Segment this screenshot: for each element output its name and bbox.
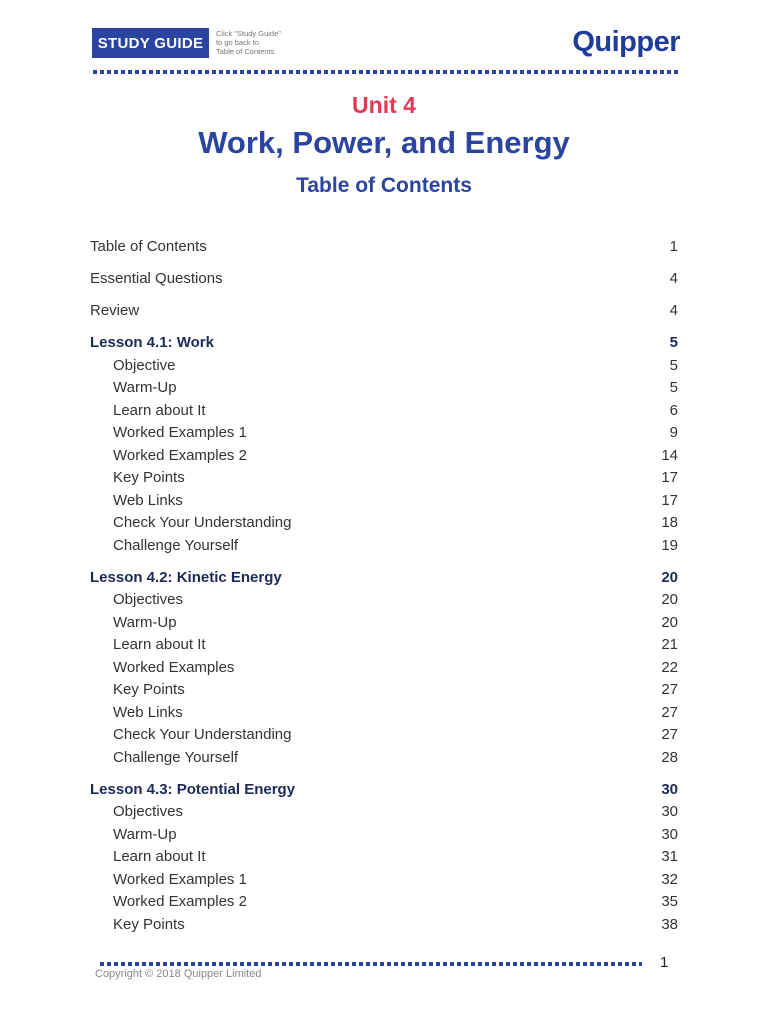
toc-subentry[interactable]: [90, 512, 678, 535]
toc-entry-page: 4: [669, 302, 678, 319]
toc-entry-label: Warm-Up: [113, 379, 177, 396]
toc-entry-label: Check Your Understanding: [113, 726, 292, 743]
footer-dotted-divider: [100, 962, 642, 966]
toc-subentry[interactable]: [90, 634, 678, 657]
toc-lesson-heading[interactable]: [90, 332, 678, 355]
toc-entry-page: 6: [669, 401, 678, 419]
header-dotted-divider: [93, 70, 679, 74]
toc-entry-page: 32: [661, 870, 678, 888]
toc-entry-label: Table of Contents: [90, 238, 207, 255]
toc-subentry[interactable]: [90, 846, 678, 869]
toc-subentry[interactable]: [90, 747, 678, 770]
note-line: Click "Study Guide": [216, 29, 281, 38]
toc-entry-label: Learn about It: [113, 401, 206, 419]
toc-subentry[interactable]: [90, 535, 678, 558]
toc-entry-label: Lesson 4.3: Potential Energy: [90, 780, 296, 798]
toc-entry-label: Lesson 4.2: Kinetic Energy: [90, 568, 282, 586]
toc-entry-label: Key Points: [113, 681, 185, 698]
toc-entry-page: 30: [661, 780, 678, 798]
toc-entry-page: 5: [669, 356, 678, 374]
toc-entry-page: 35: [661, 893, 678, 910]
toc-entry-label: Warm-Up: [113, 825, 177, 843]
toc-entry-label: Review: [90, 302, 140, 319]
toc-entry-label: Lesson 4.1: Work: [90, 334, 214, 351]
page-number: 1: [660, 954, 669, 971]
toc-entry-page: 18: [661, 514, 678, 531]
toc-entry-page: 30: [661, 803, 678, 820]
toc-entry-label: Essential Questions: [90, 270, 223, 287]
quipper-logo: Quipper: [572, 26, 680, 58]
toc-subentry[interactable]: [90, 589, 678, 612]
toc-subentry[interactable]: [90, 657, 678, 680]
toc-entry-page: 1: [669, 238, 678, 255]
toc-entry-label: Key Points: [113, 915, 185, 933]
study-guide-note: [216, 29, 336, 56]
study-guide-button[interactable]: STUDY GUIDE: [92, 28, 209, 58]
toc-entry-page: 22: [661, 658, 678, 676]
toc-subentry[interactable]: [90, 869, 678, 892]
toc-lesson-heading[interactable]: [90, 779, 678, 802]
toc-entry-label: Learn about It: [113, 848, 206, 865]
toc-entry-page: 28: [661, 748, 678, 766]
toc-entry-label: Worked Examples 1: [113, 424, 247, 441]
page-subtitle: Table of Contents: [296, 174, 472, 197]
toc-subentry[interactable]: [90, 612, 678, 635]
toc-entry-label: Objectives: [113, 803, 184, 820]
toc-entry-page: 14: [661, 446, 678, 464]
table-of-contents: [90, 236, 678, 936]
toc-subentry[interactable]: [90, 355, 678, 378]
note-line: to go back to: [216, 38, 259, 47]
toc-subentry[interactable]: [90, 679, 678, 702]
toc-entry-label: Check Your Understanding: [113, 514, 292, 531]
toc-entry-label: Warm-Up: [113, 613, 177, 631]
toc-entry-page: 9: [669, 424, 678, 441]
toc-entry-page: 27: [661, 681, 678, 698]
toc-entry-label: Web Links: [113, 491, 183, 509]
toc-entry-page: 27: [661, 703, 678, 721]
toc-entry-page: 21: [661, 636, 678, 653]
toc-subentry[interactable]: [90, 467, 678, 490]
toc-entry-page: 4: [669, 270, 678, 287]
toc-entry-page: 17: [661, 491, 678, 509]
toc-entry-label: Worked Examples: [113, 658, 235, 676]
toc-entry-page: 31: [661, 848, 678, 865]
toc-entry-label: Web Links: [113, 703, 183, 721]
toc-subentry[interactable]: [90, 377, 678, 400]
toc-entry-page: 20: [661, 613, 678, 631]
toc-subentry[interactable]: [90, 914, 678, 937]
toc-entry[interactable]: [90, 236, 678, 259]
copyright-notice: Copyright © 2018 Quipper Limited: [95, 968, 262, 980]
toc-entry-label: Worked Examples 1: [113, 870, 247, 888]
note-line: Table of Contents: [216, 47, 275, 56]
toc-subentry[interactable]: [90, 824, 678, 847]
toc-entry-label: Challenge Yourself: [113, 748, 239, 766]
toc-subentry[interactable]: [90, 490, 678, 513]
toc-entry-page: 27: [661, 726, 678, 743]
page-title: Work, Power, and Energy: [198, 125, 570, 160]
toc-entry-label: Key Points: [113, 469, 185, 486]
toc-entry-page: 20: [661, 591, 678, 608]
toc-entry[interactable]: [90, 268, 678, 291]
page-header: [0, 0, 768, 80]
toc-entry-label: Worked Examples 2: [113, 446, 247, 464]
toc-entry-page: 20: [661, 568, 678, 586]
toc-entry-page: 38: [661, 915, 678, 933]
toc-entry-page: 5: [669, 379, 678, 396]
toc-entry[interactable]: [90, 300, 678, 323]
toc-subentry[interactable]: [90, 724, 678, 747]
toc-lesson-heading[interactable]: [90, 567, 678, 590]
toc-entry-page: 30: [661, 825, 678, 843]
toc-subentry[interactable]: [90, 422, 678, 445]
toc-entry-page: 19: [661, 536, 678, 554]
unit-label: Unit 4: [352, 92, 416, 118]
toc-subentry[interactable]: [90, 400, 678, 423]
toc-subentry[interactable]: [90, 445, 678, 468]
toc-entry-page: 5: [669, 334, 678, 351]
toc-subentry[interactable]: [90, 891, 678, 914]
toc-entry-label: Learn about It: [113, 636, 206, 653]
toc-subentry[interactable]: [90, 801, 678, 824]
toc-entry-page: 17: [661, 469, 678, 486]
toc-subentry[interactable]: [90, 702, 678, 725]
toc-entry-label: Objective: [113, 356, 176, 374]
toc-entry-label: Challenge Yourself: [113, 536, 239, 554]
toc-entry-label: Worked Examples 2: [113, 893, 247, 910]
toc-entry-label: Objectives: [113, 591, 184, 608]
